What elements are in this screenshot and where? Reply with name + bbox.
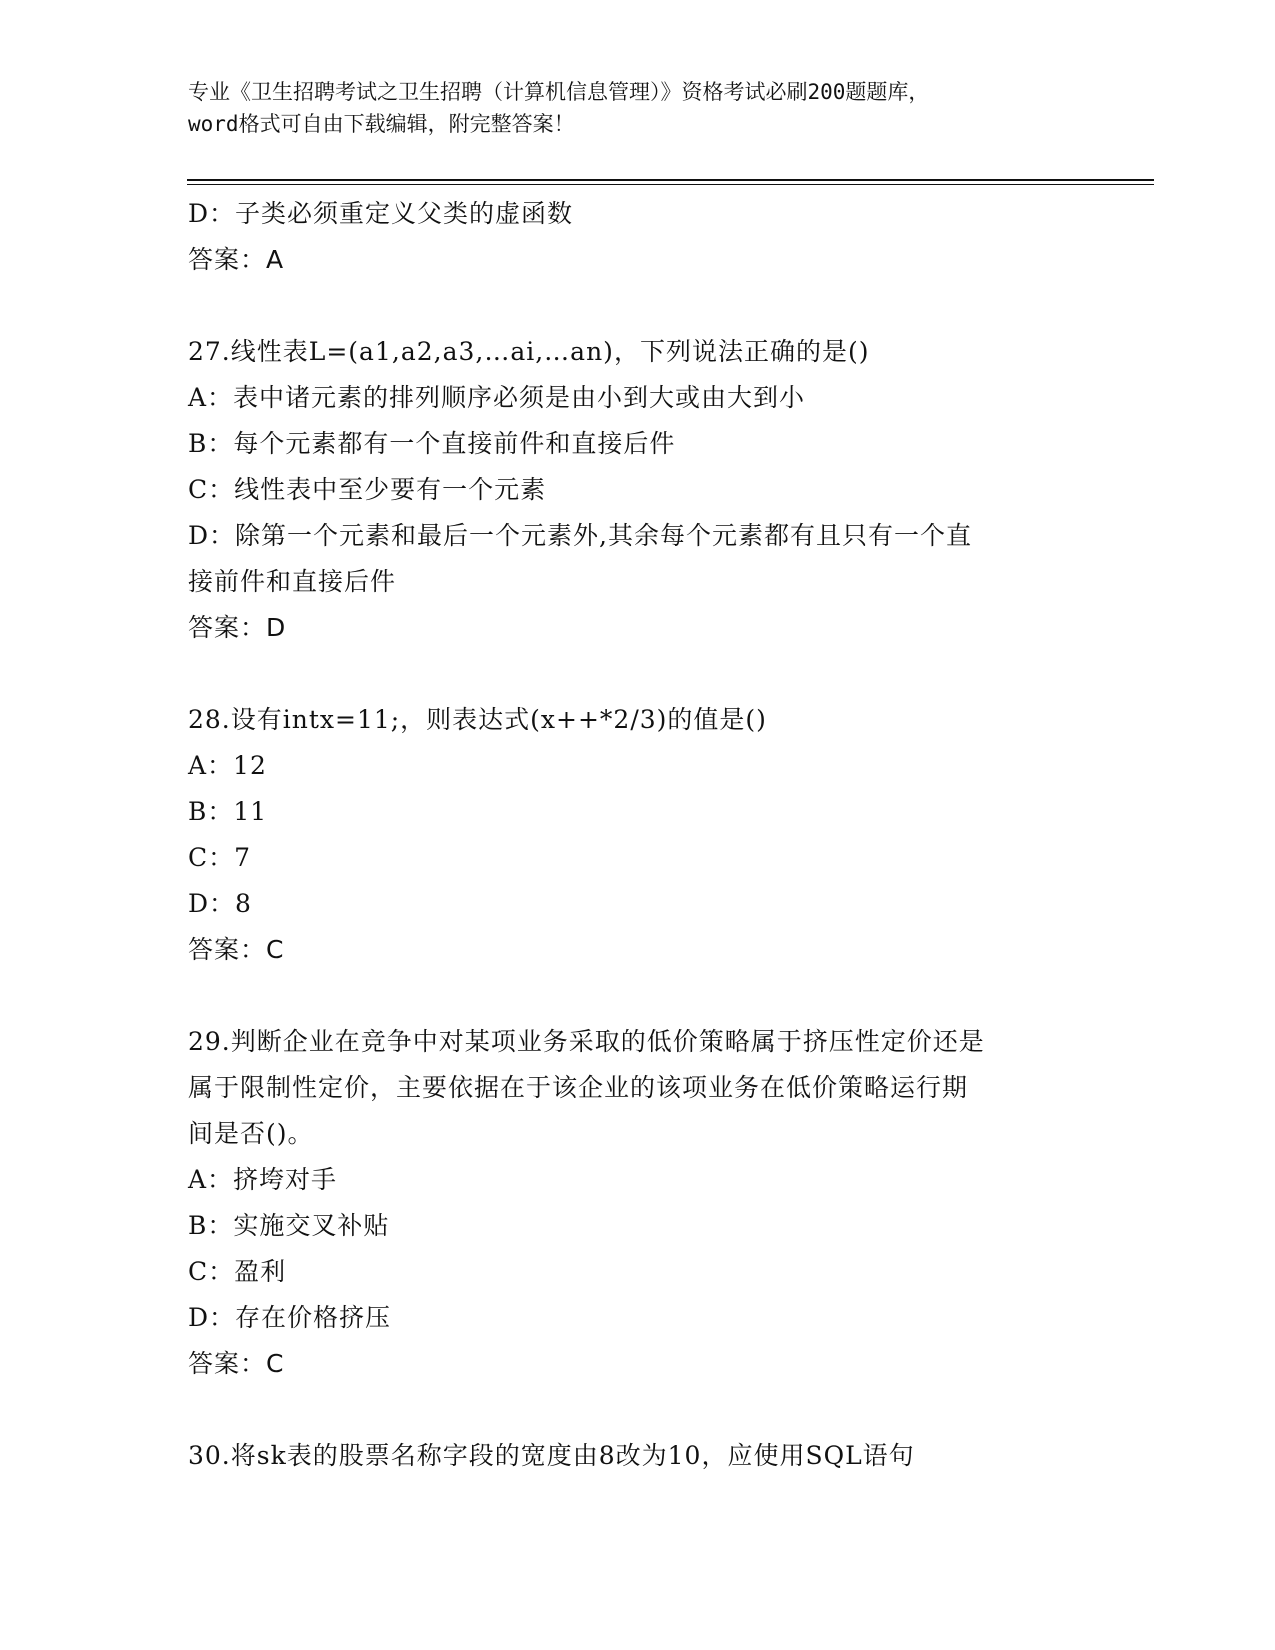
header-divider-top (187, 179, 1154, 181)
q28-option-a: A：12 (188, 751, 267, 780)
q27-stem: 27.线性表L=(a1,a2,a3,…ai,…an)，下列说法正确的是() (188, 337, 870, 366)
q27-option-b: B：每个元素都有一个直接前件和直接后件 (188, 429, 676, 458)
q27-option-a: A：表中诸元素的排列顺序必须是由小到大或由大到小 (188, 383, 806, 412)
q29-option-b: B：实施交叉补贴 (188, 1211, 390, 1240)
spacer (188, 973, 1088, 1019)
q29-stem-line1: 29.判断企业在竞争中对某项业务采取的低价策略属于挤压性定价还是 (188, 1027, 985, 1056)
q29-stem-line2: 属于限制性定价，主要依据在于该企业的该项业务在低价策略运行期 (188, 1073, 969, 1102)
q29-option-c: C：盈利 (188, 1257, 287, 1286)
q28-option-c: C：7 (188, 843, 252, 872)
q28-answer: 答案：C (188, 935, 285, 964)
prev-answer: 答案：A (188, 245, 285, 274)
header-divider-bottom (187, 184, 1154, 185)
document-header (188, 76, 1088, 140)
q29-stem-line3: 间是否()。 (188, 1119, 314, 1148)
header-line-2: word格式可自由下载编辑，附完整答案！ (188, 112, 575, 136)
q29-answer: 答案：C (188, 1349, 285, 1378)
header-line-1: 专业《卫生招聘考试之卫生招聘（计算机信息管理）》资格考试必刷200题题库， (188, 80, 930, 104)
q28-stem: 28.设有intx=11;，则表达式(x++*2/3)的值是() (188, 705, 767, 734)
q27-option-c: C：线性表中至少要有一个元素 (188, 475, 547, 504)
q27-option-d-line1: D：除第一个元素和最后一个元素外,其余每个元素都有且只有一个直 (188, 521, 972, 550)
q30-stem: 30.将sk表的股票名称字段的宽度由8改为10，应使用SQL语句 (188, 1441, 915, 1470)
q28-option-b: B：11 (188, 797, 268, 826)
q29-option-d: D：存在价格挤压 (188, 1303, 392, 1332)
q27-answer: 答案：D (188, 613, 287, 642)
q27-option-d-line2: 接前件和直接后件 (188, 567, 397, 596)
spacer (188, 283, 1088, 329)
prev-option-d: D：子类必须重定义父类的虚函数 (188, 199, 574, 228)
spacer (188, 651, 1088, 697)
spacer (188, 1387, 1088, 1433)
q28-option-d: D：8 (188, 889, 252, 918)
question-content (188, 191, 1088, 1479)
q29-option-a: A：挤垮对手 (188, 1165, 338, 1194)
